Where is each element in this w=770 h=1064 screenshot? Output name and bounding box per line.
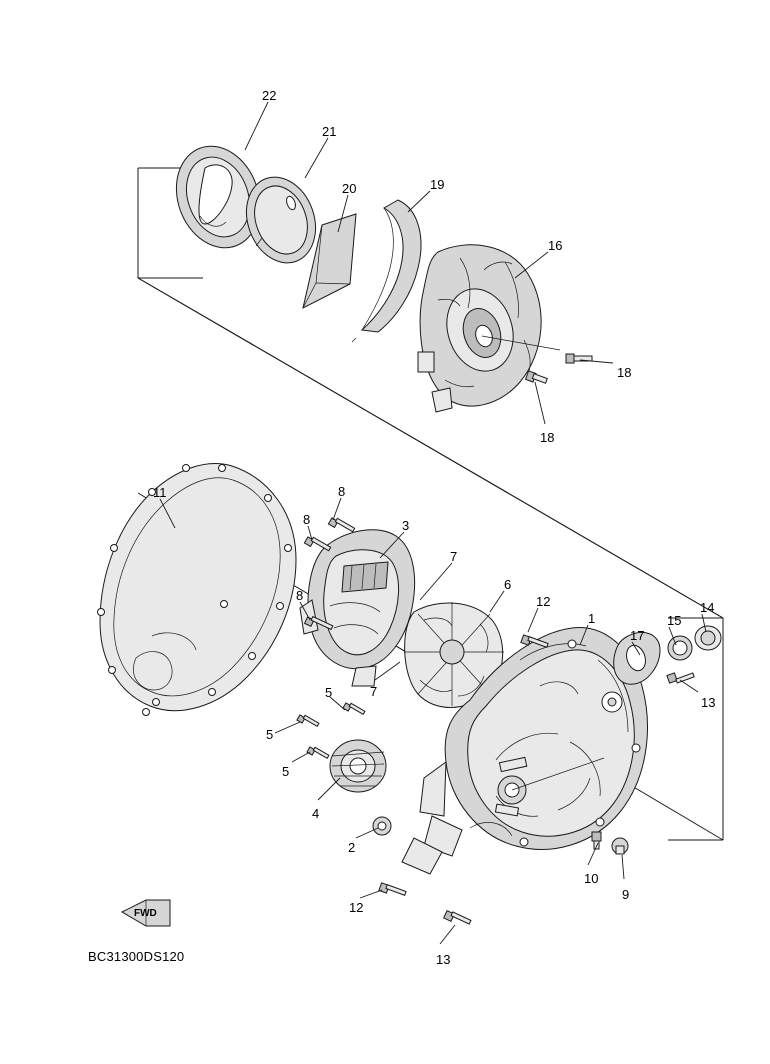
leader-22 bbox=[245, 102, 268, 150]
callout-14: 14 bbox=[700, 600, 715, 615]
part-15-o-ring bbox=[668, 636, 692, 660]
callout-11: 11 bbox=[153, 485, 167, 500]
callout-20: 20 bbox=[342, 181, 357, 196]
part-5-screw-b bbox=[297, 715, 319, 726]
part-4-friction-plate bbox=[330, 740, 386, 792]
part-19-air-shroud bbox=[352, 200, 421, 342]
leader-8a bbox=[333, 498, 341, 520]
part-9-plug bbox=[612, 838, 628, 854]
callout-6: 6 bbox=[504, 577, 512, 592]
callout-8c: 8 bbox=[296, 588, 304, 603]
leader-9 bbox=[622, 855, 624, 879]
callout-9: 9 bbox=[622, 887, 630, 902]
leader-7a bbox=[420, 563, 452, 600]
leader-7b bbox=[375, 662, 400, 680]
part-18-bolt-a bbox=[566, 354, 592, 363]
leader-6 bbox=[490, 591, 504, 612]
callout-7b: 7 bbox=[370, 684, 378, 699]
callout-10: 10 bbox=[584, 871, 599, 886]
leader-5b bbox=[275, 722, 300, 733]
callout-13a: 13 bbox=[701, 695, 716, 710]
callout-16: 16 bbox=[548, 238, 563, 253]
part-16-fan-rotor bbox=[418, 245, 560, 412]
leader-18b bbox=[535, 382, 545, 424]
leader-5a bbox=[330, 697, 345, 710]
leader-21 bbox=[305, 138, 328, 178]
callout-12b: 12 bbox=[349, 900, 364, 915]
callout-18b: 18 bbox=[540, 430, 555, 445]
callout-22: 22 bbox=[262, 88, 277, 103]
callout-1: 1 bbox=[588, 611, 596, 626]
callout-17: 17 bbox=[630, 628, 645, 643]
part-code-label: BC31300DS120 bbox=[88, 949, 185, 964]
part-5-screw-a bbox=[343, 703, 365, 714]
part-2-plug bbox=[373, 817, 391, 835]
part-14-plug-cap bbox=[695, 626, 721, 650]
callout-8b: 8 bbox=[303, 512, 311, 527]
callout-12a: 12 bbox=[536, 594, 551, 609]
callout-19: 19 bbox=[430, 177, 445, 192]
callout-8a: 8 bbox=[338, 484, 346, 499]
callout-3: 3 bbox=[402, 518, 410, 533]
callout-7a: 7 bbox=[450, 549, 458, 564]
part-13-bolt-b bbox=[444, 911, 471, 924]
part-3-housing-bracket bbox=[300, 530, 415, 686]
leader-13a bbox=[680, 680, 698, 692]
leader-13b bbox=[440, 925, 455, 944]
callout-13b: 13 bbox=[436, 952, 451, 967]
leader-4 bbox=[318, 778, 340, 800]
part-8-bolt-a bbox=[328, 518, 354, 532]
part-12-bolt-b bbox=[379, 883, 406, 895]
part-18-bolt-b bbox=[526, 371, 548, 383]
callout-5b: 5 bbox=[266, 727, 274, 742]
leader-10 bbox=[588, 843, 598, 865]
callout-4: 4 bbox=[312, 806, 320, 821]
leader-12b bbox=[360, 890, 382, 898]
callout-2: 2 bbox=[348, 840, 356, 855]
leader-5c bbox=[292, 752, 310, 762]
callout-18: 18 bbox=[617, 365, 632, 380]
callout-15: 15 bbox=[667, 613, 682, 628]
callout-21: 21 bbox=[322, 124, 337, 139]
leader-2 bbox=[356, 828, 378, 838]
part-13-bolt-a bbox=[667, 673, 694, 683]
callout-5a: 5 bbox=[325, 685, 333, 700]
leader-12a bbox=[528, 608, 538, 632]
part-8-bolt-b bbox=[304, 537, 330, 551]
leader-19 bbox=[408, 191, 430, 212]
fwd-label: FWD bbox=[134, 908, 157, 919]
callout-5c: 5 bbox=[282, 764, 290, 779]
part-11-gasket bbox=[98, 464, 297, 716]
part-5-screw-c bbox=[307, 747, 329, 758]
